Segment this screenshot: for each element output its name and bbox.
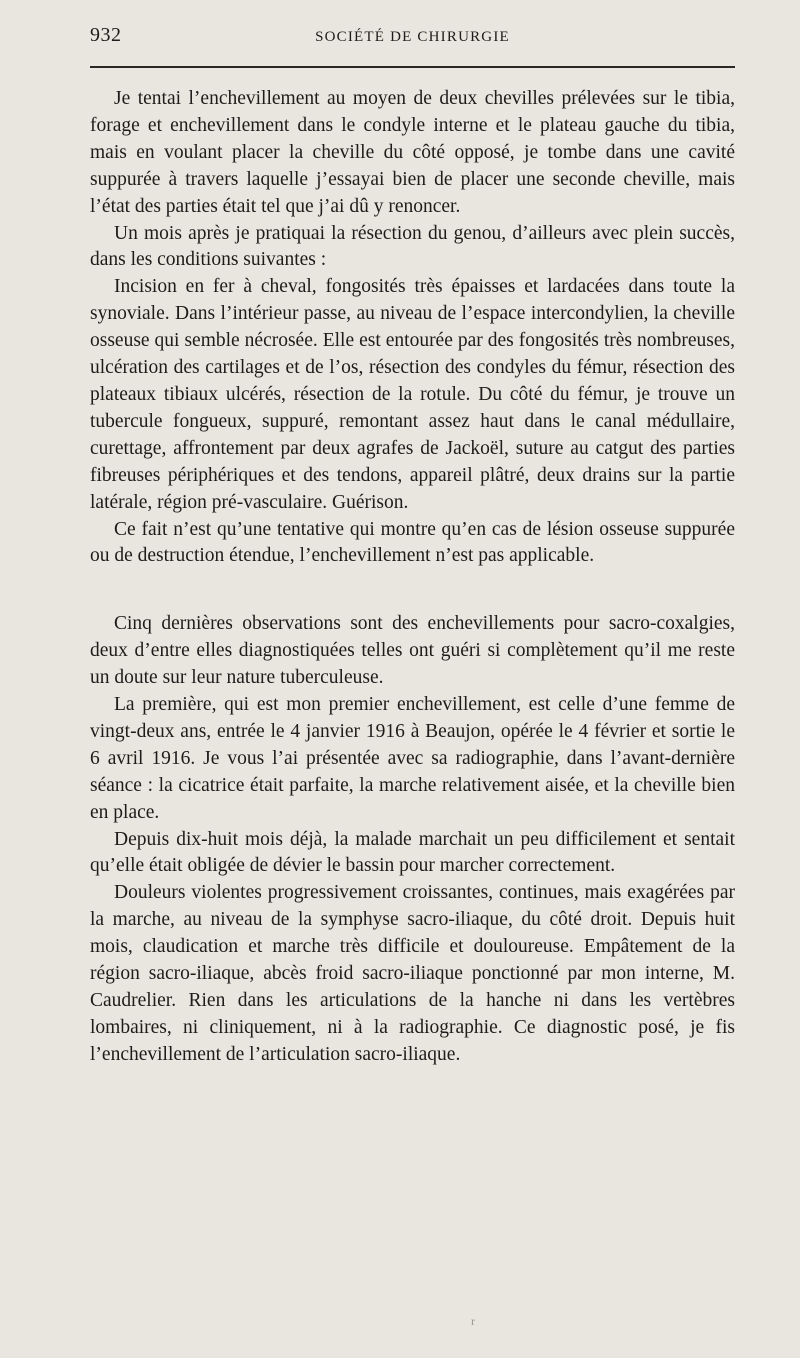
body-text — [90, 86, 735, 1069]
paragraph-enchevillement-attempt: Je tentai l’enchevillement au moyen de deux chevilles prélevées sur le tibia, forage et enchevillement dans le condyle interne et le plateau gauche du tibia, mais en voulant placer la cheville du côté opposé, je tombe dans une cavité suppurée à travers laquelle j’essayai bien de placer une seconde cheville, mais l’état des parties était tel que j’ai dû y renoncer. — [90, 88, 735, 217]
paragraph-conclusion: Ce fait n’est qu’une tentative qui montre qu’en cas de lésion osseuse suppurée ou de destruction étendue, l’enchevillement n’est pas applicable. — [90, 518, 735, 567]
paragraph-history: Depuis dix-huit mois déjà, la malade marchait un peu difficilement et sentait qu’elle était obligée de dévier le bassin pour marcher correctement. — [90, 828, 735, 877]
running-head — [90, 24, 735, 54]
paragraph-symptoms: Douleurs violentes progressivement croissantes, continues, mais exagérées par la marche, au niveau de la symphyse sacro-iliaque, du côté droit. Depuis huit mois, claudication et marche très difficile et douloureuse. Empâtement de la région sacro-iliaque, abcès froid sacro-iliaque ponctionné par mon interne, M. Caudrelier. Rien dans les articulations de la hanche ni dans les vertèbres lombaires, ni cliniquement, ni à la radiographie. Ce diagnostic posé, je fis l’enchevillement de l’articulation sacro-iliaque. — [90, 882, 735, 1065]
section-gap — [90, 570, 735, 611]
header-rule — [90, 66, 735, 68]
journal-title: SOCIÉTÉ DE CHIRURGIE — [315, 29, 510, 45]
paragraph-operation-details: Incision en fer à cheval, fongosités très épaisses et lardacées dans toute la synoviale. Dans l’intérieur passe, au niveau de l’espace intercondylien, la cheville osseuse qui semble nécrosée. Elle est entourée par des fongosités très nombreuses, ulcération des cartilages et de l’os, résection des condyles du fémur, résection des plateaux tibiaux ulcérés, résection de la rotule. Du côté du fémur, je trouve un tubercule fongueux, suppuré, remontant assez haut dans le canal médullaire, curettage, affrontement par deux agrafes de Jackoël, suture au catgut des parties fibreuses périphériques et des tendons, appareil plâtré, deux drains sur la partie latérale, région pré-vasculaire. Guérison. — [90, 276, 735, 513]
footer-mark: r — [471, 1314, 475, 1328]
book-page — [90, 0, 735, 1358]
paragraph-sacro-coxalgies: Cinq dernières observations sont des enchevillements pour sacro-coxalgies, deux d’entre elles diagnostiquées telles ont guéri si complètement qu’il me reste un doute sur leur nature tuberculeuse. — [90, 613, 735, 689]
page-number: 932 — [90, 24, 122, 46]
paragraph-resection-intro: Un mois après je pratiquai la résection du genou, d’ailleurs avec plein succès, dans les conditions suivantes : — [90, 222, 735, 271]
paragraph-first-case: La première, qui est mon premier enchevillement, est celle d’une femme de vingt-deux ans, entrée le 4 janvier 1916 à Beaujon, opérée le 4 février et sortie le 6 avril 1916. Je vous l’ai présentée avec sa radiographie, dans l’avant-dernière séance : la cicatrice était parfaite, la marche relativement aisée, et la cheville bien en place. — [90, 694, 735, 823]
